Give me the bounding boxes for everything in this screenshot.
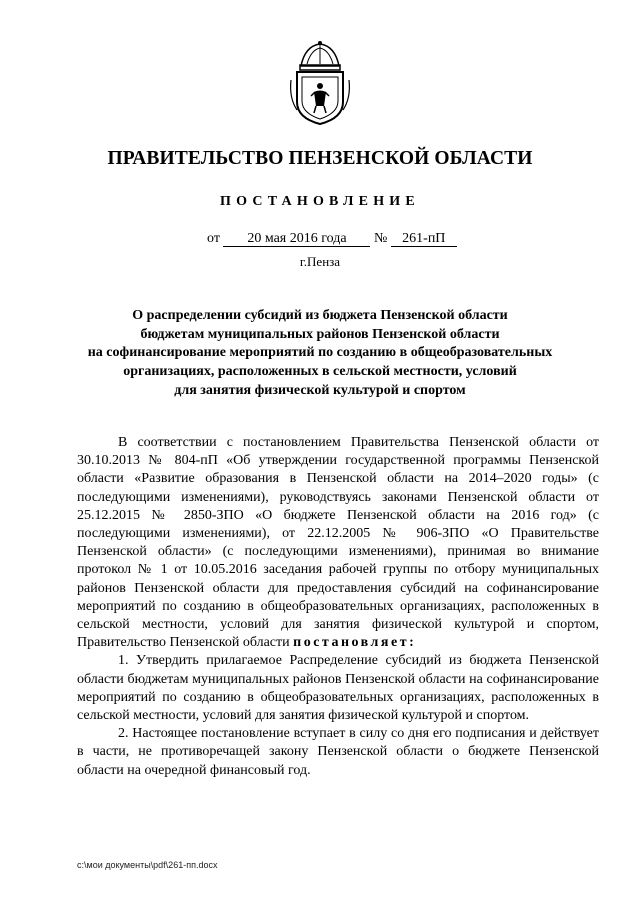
government-name: ПРАВИТЕЛЬСТВО ПЕНЗЕНСКОЙ ОБЛАСТИ bbox=[107, 148, 533, 169]
decree-date: 20 мая 2016 года bbox=[223, 231, 370, 247]
item-1: 1. Утвердить прилагаемое Распределение субсидий из бюджета Пензенской области бюджетам муниципальных районов Пензенской области на софинансирование мероприятий по созданию в общеобразовательных организациях, расположенных в сельской местности, условий для занятия физической культурой и спортом. bbox=[77, 653, 599, 724]
decree-title bbox=[40, 307, 600, 401]
title-line: бюджетам муниципальных районов Пензенской области bbox=[140, 326, 500, 342]
date-number-line bbox=[207, 231, 457, 247]
title-line: О распределении субсидий из бюджета Пензенской области bbox=[132, 308, 508, 323]
from-label: от bbox=[207, 231, 220, 246]
decree-number: 261-пП bbox=[391, 231, 457, 247]
file-path: c:\мои документы\pdf\261-пп.docx bbox=[77, 860, 218, 870]
city: г.Пенза bbox=[299, 254, 341, 269]
title-line: для занятия физической культурой и спортом bbox=[174, 382, 466, 398]
title-line: на софинансирование мероприятий по созданию в общеобразовательных bbox=[87, 345, 553, 361]
resolves-keyword: постановляет: bbox=[293, 635, 417, 651]
title-line: организациях, расположенных в сельской местности, условий bbox=[123, 364, 517, 380]
document-type: ПОСТАНОВЛЕНИЕ bbox=[220, 194, 420, 209]
decree-body bbox=[77, 434, 599, 780]
preamble-paragraph bbox=[77, 434, 599, 652]
coat-of-arms-icon bbox=[287, 40, 353, 126]
number-label: № bbox=[373, 231, 388, 246]
preamble-text: В соответствии с постановлением Правительства Пензенской области от 30.10.2013 № 804-пП «Об утверждении государственной программы Пензенской области «Развитие образования в Пензенской области на 2014–2020 годы» (с последующими изменениями), руководствуясь законами Пензенской области от 25.12.2015 № 2850-ЗПО «О бюджете Пензенской области на 2016 год» (с последующими изменениями), от 22.12.2005 № 906-ЗПО «О Правительстве Пензенской области» (с последующими изменениями), принимая во внимание протокол № 1 от 10.05.2016 заседания рабочей группы по отбору муниципальных районов Пензенской области для предоставления субсидий на софинансирование мероприятий по созданию в общеобразовательных организациях, расположенных в сельской местности, условий для занятия физической культурой и спортом, Правительство Пензенской области bbox=[77, 435, 599, 651]
item-2: 2. Настоящее постановление вступает в силу со дня его подписания и действует в части, не противоречащей закону Пензенской области о бюджете Пензенской области на очередной финансовый год. bbox=[77, 726, 599, 778]
